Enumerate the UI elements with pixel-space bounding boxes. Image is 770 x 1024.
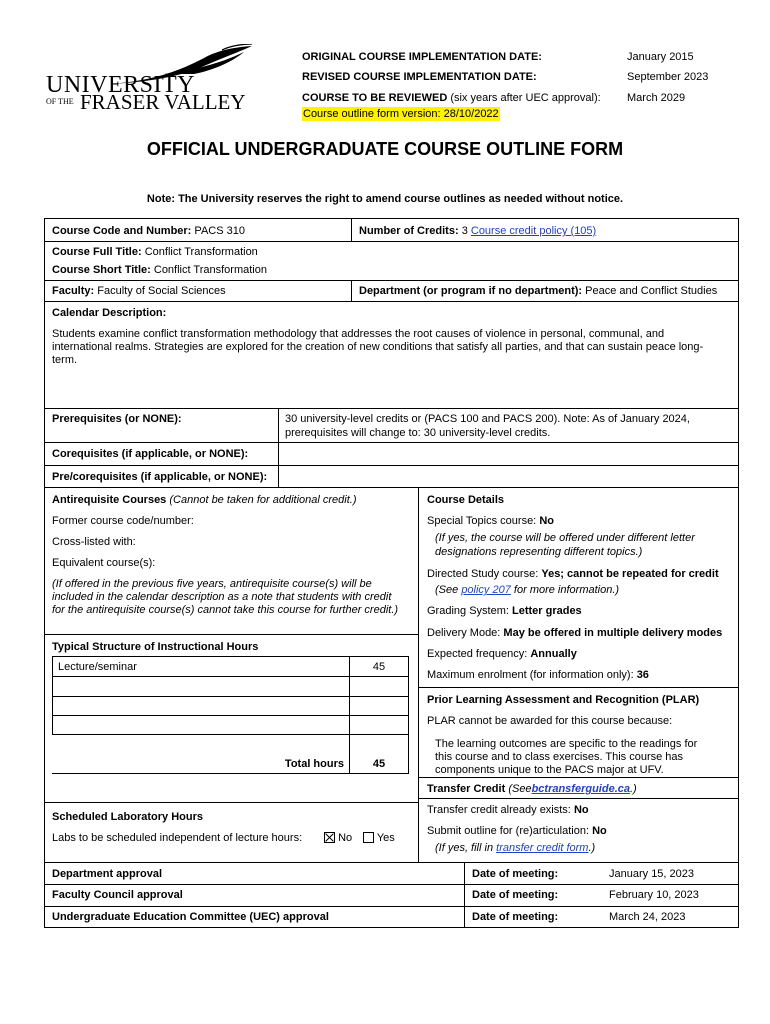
antireq-note-3: for the antirequisite course(s) cannot take this course for further credit.) bbox=[52, 604, 399, 616]
equivalent-label: Equivalent course(s): bbox=[52, 557, 156, 569]
plar-reason-2: this course and to class exercises. This course has bbox=[435, 751, 684, 763]
course-code-row bbox=[52, 224, 245, 238]
logo-of-the: OF THE bbox=[46, 97, 74, 106]
approval-date-label: Date of meeting: bbox=[472, 868, 559, 880]
transfer-exists-row bbox=[427, 803, 589, 817]
approval-date-label: Date of meeting: bbox=[472, 889, 559, 901]
faculty-label: Faculty: bbox=[52, 285, 95, 297]
transfer-exists-label: Transfer credit already exists: bbox=[427, 804, 571, 816]
plar-cannot: PLAR cannot be awarded for this course because: bbox=[427, 715, 673, 727]
directed-note-pre: (See bbox=[435, 584, 459, 596]
submit-outline-value: No bbox=[592, 825, 607, 837]
frequency-row bbox=[427, 647, 577, 661]
transfer-see-pre: (See bbox=[508, 783, 532, 795]
directed-label: Directed Study course: bbox=[427, 568, 539, 580]
notice-text: Note: The University reserves the right to amend course outlines as needed without notice. bbox=[146, 193, 624, 205]
credit-policy-link[interactable]: Course credit policy (105) bbox=[470, 225, 597, 237]
approval-date-label: Date of meeting: bbox=[472, 911, 559, 923]
lab-no-label: No bbox=[338, 832, 353, 844]
transfer-label: Transfer Credit bbox=[427, 783, 506, 795]
antireq-note-1: (If offered in the previous five years, antirequisite course(s) will be bbox=[52, 578, 372, 590]
lab-yes-option[interactable] bbox=[363, 831, 395, 845]
submit-outline-label: Submit outline for (re)articulation: bbox=[427, 825, 590, 837]
directed-note-post: for more information.) bbox=[513, 584, 620, 596]
hours-row-value: 45 bbox=[372, 661, 386, 673]
total-hours-value: 45 bbox=[372, 758, 386, 770]
checkbox-empty-icon[interactable] bbox=[363, 832, 374, 843]
special-topics-value: No bbox=[539, 515, 554, 527]
logo-university: UNIVERSITY bbox=[46, 72, 195, 98]
university-logo bbox=[44, 44, 254, 120]
submit-note-pre: (If yes, fill in bbox=[435, 842, 494, 854]
max-enrol-row bbox=[427, 668, 649, 682]
calendar-line-3: term. bbox=[52, 354, 78, 366]
special-topics-row bbox=[427, 514, 554, 528]
credits-label: Number of Credits: bbox=[359, 225, 459, 237]
orig-date-value: January 2015 bbox=[627, 51, 694, 63]
faculty-value: Faculty of Social Sciences bbox=[97, 285, 226, 297]
plar-reason-3: components unique to the PACS major at UFV. bbox=[435, 764, 664, 776]
directed-value: Yes; cannot be repeated for credit bbox=[541, 568, 719, 580]
course-details-label: Course Details bbox=[427, 494, 505, 506]
credits-row bbox=[359, 224, 596, 238]
directed-note bbox=[435, 583, 619, 597]
lab-yes-label: Yes bbox=[376, 832, 395, 844]
prereq-label: Prerequisites (or NONE): bbox=[52, 413, 182, 425]
calendar-line-1: Students examine conflict transformation methodology that addresses the root causes of violence in personal, communal, and bbox=[52, 328, 665, 340]
short-title-row bbox=[52, 263, 267, 277]
checkbox-checked-icon[interactable] bbox=[324, 832, 335, 843]
hours-row-name: Lecture/seminar bbox=[58, 661, 137, 673]
frequency-value: Annually bbox=[530, 648, 577, 660]
department-label: Department (or program if no department): bbox=[359, 285, 583, 297]
full-title-row bbox=[52, 245, 258, 259]
grading-value: Letter grades bbox=[511, 605, 582, 617]
approval-date: February 10, 2023 bbox=[609, 889, 699, 901]
directed-row bbox=[427, 567, 719, 581]
former-code-label: Former course code/number: bbox=[52, 515, 194, 527]
special-topics-label: Special Topics course: bbox=[427, 515, 537, 527]
hours-table bbox=[52, 656, 409, 774]
approval-label: Undergraduate Education Committee (UEC) approval bbox=[52, 911, 329, 923]
cross-listed-label: Cross-listed with: bbox=[52, 536, 136, 548]
prereq-line-1: 30 university-level credits or (PACS 100 and PACS 200). Note: As of January 2024, bbox=[285, 413, 690, 425]
lab-no-option[interactable] bbox=[324, 831, 352, 845]
max-enrol-value: 36 bbox=[636, 669, 649, 681]
special-note-2: designations representing different topics.) bbox=[435, 546, 643, 558]
review-row bbox=[302, 91, 601, 105]
review-note: (six years after UEC approval): bbox=[450, 92, 601, 104]
rev-date-value: September 2023 bbox=[627, 71, 709, 83]
grading-row bbox=[427, 604, 582, 618]
course-code-value: PACS 310 bbox=[194, 225, 245, 237]
faculty-row bbox=[52, 284, 226, 298]
rev-date-label: REVISED COURSE IMPLEMENTATION DATE: bbox=[302, 71, 537, 83]
bctransferguide-link[interactable]: bctransferguide.ca bbox=[531, 783, 630, 795]
lab-label: Scheduled Laboratory Hours bbox=[52, 811, 203, 823]
delivery-label: Delivery Mode: bbox=[427, 627, 501, 639]
calendar-line-2: international realms. Strategies are explored for the creation of new conditions that satisfy all parties, and that can sustain peace long- bbox=[52, 341, 704, 353]
total-hours-label: Total hours bbox=[284, 758, 344, 770]
department-value: Peace and Conflict Studies bbox=[585, 285, 718, 297]
lab-question: Labs to be scheduled independent of lecture hours: bbox=[52, 832, 303, 844]
antireq-note-2: included in the calendar description as a note that students with credit bbox=[52, 591, 392, 603]
form-version: Course outline form version: 28/10/2022 bbox=[303, 108, 499, 120]
submit-outline-row bbox=[427, 824, 607, 838]
calendar-label: Calendar Description: bbox=[52, 307, 167, 319]
approval-date: January 15, 2023 bbox=[609, 868, 695, 880]
short-title-value: Conflict Transformation bbox=[153, 264, 267, 276]
coreq-label: Corequisites (if applicable, or NONE): bbox=[52, 448, 249, 460]
submit-note-post: .) bbox=[588, 842, 596, 854]
department-row bbox=[359, 284, 717, 298]
approval-label: Faculty Council approval bbox=[52, 889, 183, 901]
plar-reason-1: The learning outcomes are specific to the readings for bbox=[435, 738, 698, 750]
orig-date-label: ORIGINAL COURSE IMPLEMENTATION DATE: bbox=[302, 51, 542, 63]
full-title-value: Conflict Transformation bbox=[144, 246, 258, 258]
precoreq-label: Pre/corequisites (if applicable, or NONE): bbox=[52, 471, 268, 483]
review-label: COURSE TO BE REVIEWED bbox=[302, 92, 448, 104]
review-date-value: March 2029 bbox=[627, 92, 686, 104]
short-title-label: Course Short Title: bbox=[52, 264, 151, 276]
course-code-label: Course Code and Number: bbox=[52, 225, 192, 237]
approval-date: March 24, 2023 bbox=[609, 911, 686, 923]
approval-label: Department approval bbox=[52, 868, 163, 880]
policy-207-link[interactable]: policy 207 bbox=[461, 584, 511, 596]
antireq-note: (Cannot be taken for additional credit.) bbox=[169, 494, 357, 506]
prereq-line-2: prerequisites will change to: 30 university-level credits. bbox=[285, 427, 551, 439]
antireq-label: Antirequisite Courses bbox=[52, 494, 167, 506]
transfer-row bbox=[427, 782, 637, 796]
credits-value: 3 bbox=[461, 225, 468, 237]
special-note-1: (If yes, the course will be offered under different letter bbox=[435, 532, 695, 544]
page-title: OFFICIAL UNDERGRADUATE COURSE OUTLINE FORM bbox=[146, 139, 624, 159]
delivery-value: May be offered in multiple delivery modes bbox=[503, 627, 723, 639]
plar-label: Prior Learning Assessment and Recognition (PLAR) bbox=[427, 694, 700, 706]
hours-label: Typical Structure of Instructional Hours bbox=[52, 641, 259, 653]
frequency-label: Expected frequency: bbox=[427, 648, 528, 660]
transfer-credit-form-link[interactable]: transfer credit form bbox=[496, 842, 589, 854]
transfer-see-post: .) bbox=[629, 783, 637, 795]
logo-fraser-valley: FRASER VALLEY bbox=[80, 90, 246, 114]
full-title-label: Course Full Title: bbox=[52, 246, 142, 258]
antireq-row bbox=[52, 493, 356, 507]
grading-label: Grading System: bbox=[427, 605, 509, 617]
max-enrol-label: Maximum enrolment (for information only): bbox=[427, 669, 634, 681]
transfer-exists-value: No bbox=[573, 804, 589, 816]
submit-note bbox=[435, 841, 595, 855]
delivery-row bbox=[427, 626, 722, 640]
